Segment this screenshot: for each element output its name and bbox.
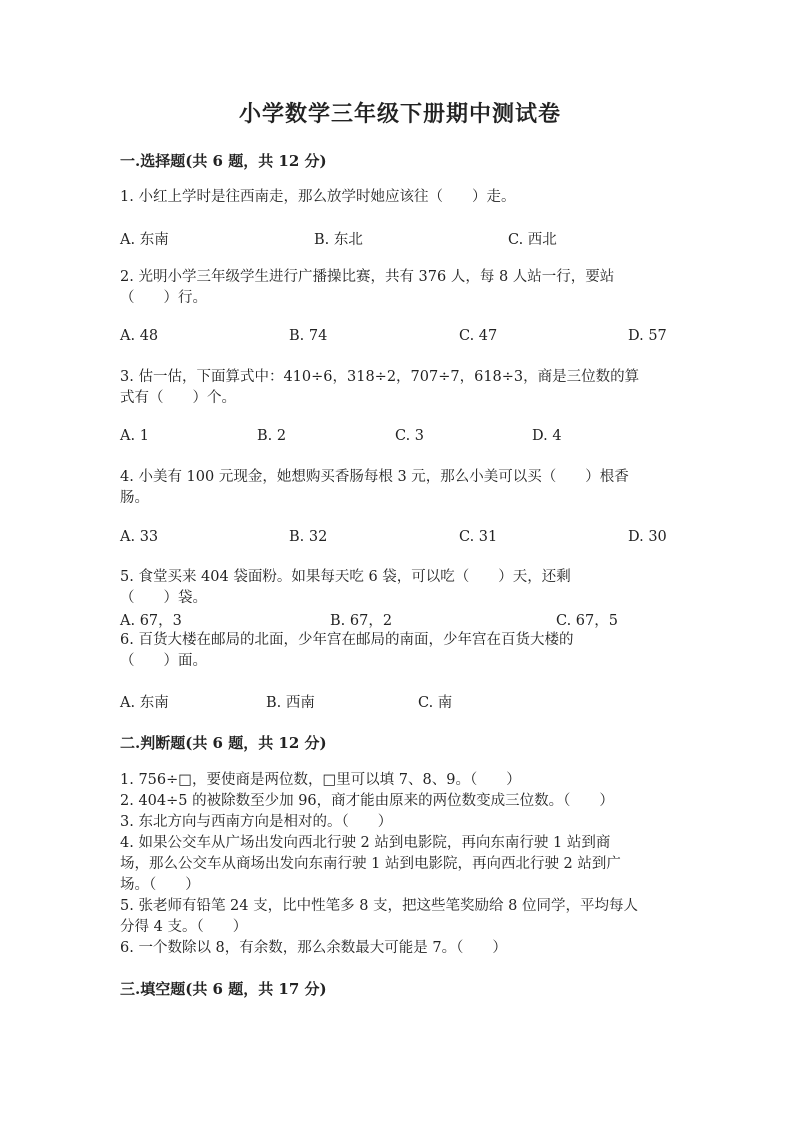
option: A. 67，3	[120, 613, 182, 629]
option: D. 4	[532, 428, 562, 444]
option: B. 2	[257, 428, 287, 444]
judge-line: 场。（ ）	[120, 877, 200, 893]
section-heading-judge: 二.判断题(共 6 题，共 12 分)	[120, 734, 327, 752]
option: C. 67，5	[556, 613, 618, 629]
question-text: 2. 光明小学三年级学生进行广播操比赛，共有 376 人，每 8 人站一行，要站	[120, 269, 615, 285]
section-heading-fill: 三.填空题(共 6 题，共 17 分)	[120, 980, 327, 998]
judge-line: 分得 4 支。（ ）	[120, 919, 248, 935]
question-text: 式有（ ）个。	[120, 390, 236, 406]
option: B. 67，2	[330, 613, 393, 629]
option: C. 31	[459, 529, 498, 545]
option: A. 1	[120, 428, 149, 444]
question-text: 肠。	[120, 490, 149, 506]
question-text: （ ）袋。	[120, 590, 207, 606]
question-text: （ ）面。	[120, 653, 207, 669]
option: A. 东南	[120, 232, 169, 248]
option: B. 东北	[314, 232, 363, 248]
section-heading-choice: 一.选择题(共 6 题，共 12 分)	[120, 152, 327, 170]
option: A. 48	[120, 328, 159, 344]
option: B. 32	[289, 529, 328, 545]
option: C. 南	[418, 695, 453, 711]
option: C. 西北	[508, 232, 557, 248]
option: C. 3	[395, 428, 425, 444]
option: B. 西南	[266, 695, 315, 711]
question-text: 3. 估一估，下面算式中：410÷6，318÷2，707÷7，618÷3，商是三位数的算	[120, 369, 640, 385]
judge-line: 3. 东北方向与西南方向是相对的。（ ）	[120, 814, 393, 830]
option: B. 74	[289, 328, 328, 344]
question-text: 4. 小美有 100 元现金，她想购买香肠每根 3 元，那么小美可以买（ ）根香	[120, 469, 629, 485]
option: A. 33	[120, 529, 159, 545]
judge-line: 1. 756÷□，要使商是两位数，□里可以填 7、8、9。（ ）	[120, 772, 521, 788]
question-text: 6. 百货大楼在邮局的北面，少年宫在邮局的南面，少年宫在百货大楼的	[120, 632, 574, 648]
judge-line: 4. 如果公交车从广场出发向西北行驶 2 站到电影院，再向东南行驶 1 站到商	[120, 835, 611, 851]
option: D. 57	[628, 328, 667, 344]
page-title: 小学数学三年级下册期中测试卷	[238, 101, 561, 127]
option: A. 东南	[120, 695, 169, 711]
judge-line: 6. 一个数除以 8，有余数，那么余数最大可能是 7。（ ）	[120, 940, 507, 956]
option: C. 47	[459, 328, 498, 344]
judge-line: 5. 张老师有铅笔 24 支，比中性笔多 8 支，把这些笔奖励给 8 位同学，平均每人	[120, 898, 638, 914]
option: D. 30	[628, 529, 667, 545]
judge-line: 2. 404÷5 的被除数至少加 96，商才能由原来的两位数变成三位数。（ ）	[120, 793, 614, 809]
judge-line: 场，那么公交车从商场出发向东南行驶 1 站到电影院，再向西北行驶 2 站到广	[120, 856, 621, 872]
question-text: 5. 食堂买来 404 袋面粉。如果每天吃 6 袋，可以吃（ ）天，还剩	[120, 569, 571, 585]
question-text: 1. 小红上学时是往西南走，那么放学时她应该往（ ）走。	[120, 189, 516, 205]
question-text: （ ）行。	[120, 290, 207, 306]
